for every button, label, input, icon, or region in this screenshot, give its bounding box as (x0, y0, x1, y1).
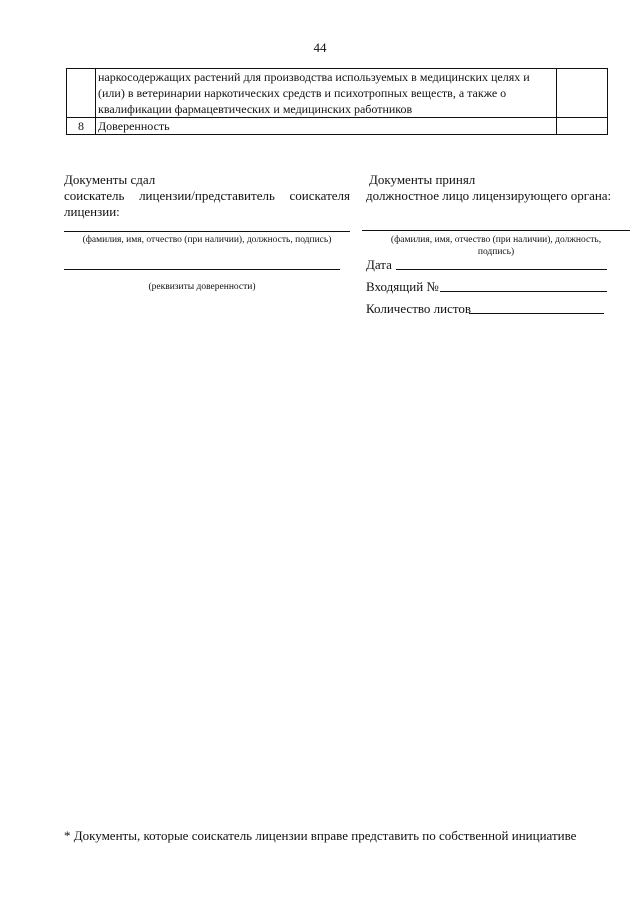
date-line (396, 269, 607, 270)
page-number: 44 (313, 40, 327, 55)
submitted-role-line1: соискатель лицензии/представитель соискателя (64, 188, 350, 203)
row-mark-cell (557, 69, 608, 118)
documents-table (66, 68, 608, 135)
submitted-heading: Документы сдал (64, 172, 156, 187)
submitted-role-line2: лицензии: (64, 204, 120, 219)
submitted-signature-caption: (фамилия, имя, отчество (при наличии), должность, подпись) (82, 235, 332, 245)
incoming-number-label: Входящий № (366, 279, 439, 294)
received-block (366, 172, 630, 204)
attorney-details-line (64, 269, 340, 270)
submitted-block (64, 172, 350, 220)
received-heading: Документы принял (369, 172, 476, 187)
sheets-count-line (469, 313, 604, 314)
row-text-cell: наркосодержащих растений для производства используемых в медицинских целях и (или) в ветеринарии наркотических средств и психотропных веществ, а также о квалификации фармацевтических и медицинских работников (96, 69, 557, 118)
submitted-signature-line (64, 231, 350, 232)
attorney-details-caption: (реквизиты доверенности) (148, 282, 256, 292)
received-signature-caption: (фамилия, имя, отчество (при наличии), должность, подпись) (390, 235, 602, 257)
table-row (67, 118, 608, 135)
row-text-cell: Доверенность (96, 118, 557, 135)
row-mark-cell (557, 118, 608, 135)
date-label: Дата (366, 257, 392, 272)
row-number-cell (67, 69, 96, 118)
row-number-cell: 8 (67, 118, 96, 135)
incoming-number-line (440, 291, 607, 292)
table-row (67, 69, 608, 118)
received-role: должностное лицо лицензирующего органа: (366, 188, 612, 203)
sheets-count-label: Количество листов (366, 301, 472, 316)
footnote: * Документы, которые соискатель лицензии вправе представить по собственной инициативе (64, 828, 577, 843)
received-signature-line (362, 230, 630, 231)
